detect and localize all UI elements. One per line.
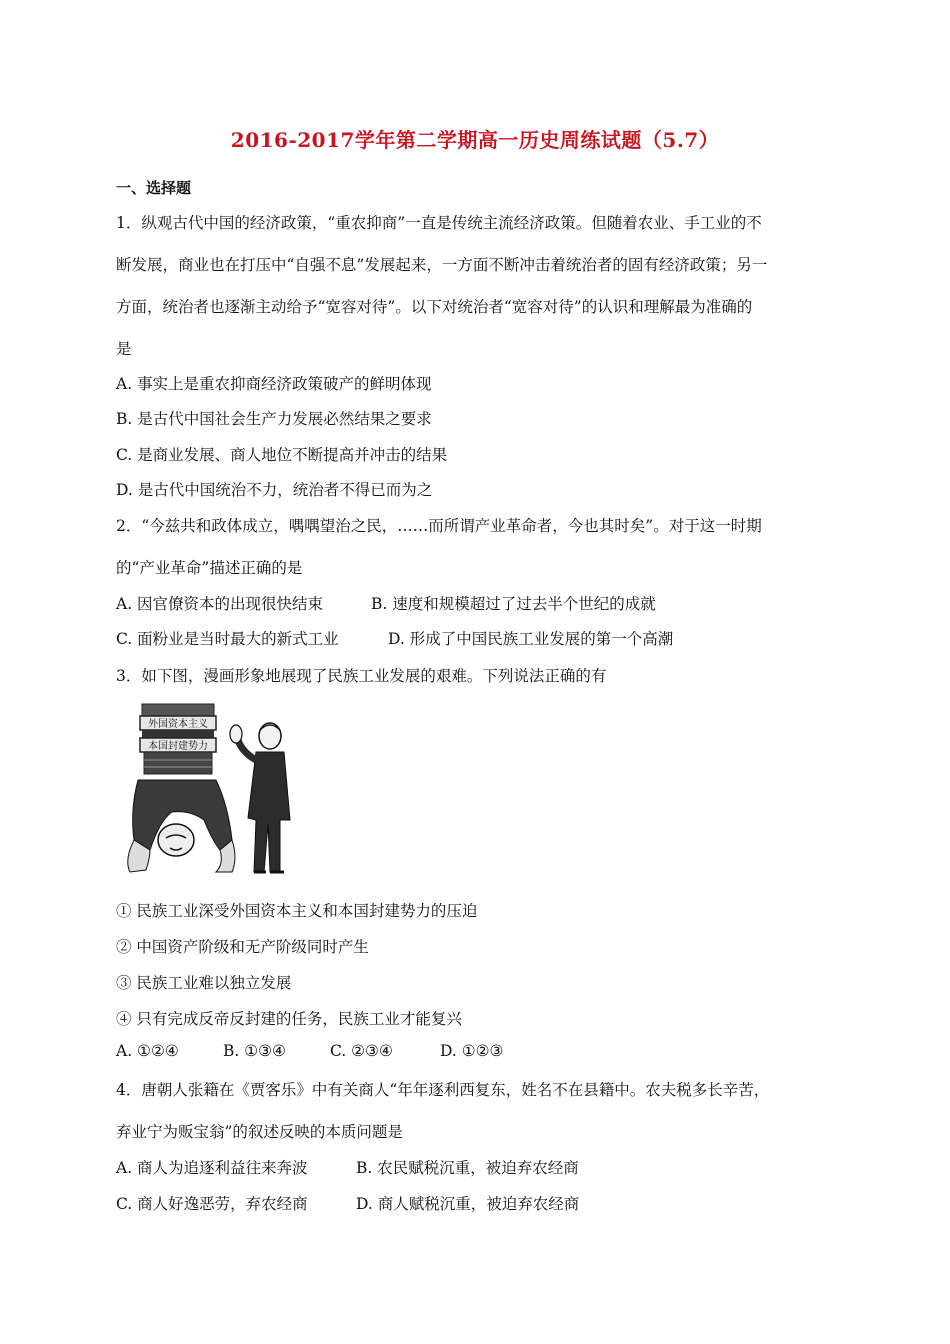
cartoon-image: [120, 700, 310, 880]
q4-options-row: [116, 1156, 579, 1178]
q2-option-a: A. 因官僚资本的出现很快结束: [116, 595, 324, 613]
q3-statement-4: ④ 只有完成反帝反封建的任务，民族工业才能复兴: [116, 1010, 462, 1028]
q2-option-c: C. 面粉业是当时最大的新式工业: [116, 630, 339, 648]
q1-stem-line: 断发展，商业也在打压中“自强不息”发展起来，一方面不断冲击着统治者的固有经济政策；另一: [116, 256, 768, 274]
q3-statement-2: ② 中国资产阶级和无产阶级同时产生: [116, 938, 369, 956]
q2-stem-line: 的“产业革命”描述正确的是: [116, 559, 303, 577]
q3-statement-3: ③ 民族工业难以独立发展: [116, 974, 292, 992]
q2-stem-line: 2．“今兹共和政体成立，喁喁望治之民，……而所谓产业革命者，今也其时矣”。对于这一时期: [116, 517, 762, 535]
cartoon-label-feudal-forces: 本国封建势力: [148, 741, 208, 752]
q4-stem-line: 4．唐朝人张籍在《贾客乐》中有关商人“年年逐利西复东，姓名不在县籍中。农夫税多长辛苦，: [116, 1081, 770, 1099]
q3-option-c: C. ②③④: [330, 1042, 393, 1060]
q1-option-d: D. 是古代中国统治不力，统治者不得已而为之: [116, 481, 433, 499]
page-title: 2016-2017学年第二学期高一历史周练试题（5.7）: [230, 128, 720, 152]
q4-option-a: A. 商人为追逐利益往来奔波: [116, 1159, 308, 1177]
section-heading: 一、选择题: [116, 179, 192, 197]
q4-option-b: B. 农民赋税沉重，被迫弃农经商: [356, 1159, 579, 1177]
q1-stem-line: 方面，统治者也逐渐主动给予“宽容对待”。以下对统治者“宽容对待”的认识和理解最为准确的: [116, 298, 753, 316]
cartoon-label-foreign-capitalism: 外国资本主义: [148, 719, 208, 730]
q2-option-b: B. 速度和规模超过了过去半个世纪的成就: [371, 595, 656, 613]
q4-option-c: C. 商人好逸恶劳，弃农经商: [116, 1195, 308, 1213]
q3-option-a: A. ①②④: [116, 1042, 179, 1060]
q4-stem-line: 弃业宁为贩宝翁”的叙述反映的本质问题是: [116, 1123, 403, 1141]
q1-option-c: C. 是商业发展、商人地位不断提高并冲击的结果: [116, 446, 448, 464]
q3-stem: 3．如下图，漫画形象地展现了民族工业发展的艰难。下列说法正确的有: [116, 667, 607, 685]
q2-options-row: [116, 592, 656, 614]
q3-option-b: B. ①③④: [223, 1042, 286, 1060]
q2-option-d: D. 形成了中国民族工业发展的第一个高潮: [388, 630, 674, 648]
q3-options-row: [116, 1042, 503, 1060]
q1-option-a: A. 事实上是重农抑商经济政策破产的鲜明体现: [116, 375, 432, 393]
q4-option-d: D. 商人赋税沉重，被迫弃农经商: [356, 1195, 580, 1213]
q1-stem-line: 1．纵观古代中国的经济政策，“重农抑商”一直是传统主流经济政策。但随着农业、手工业的不: [116, 214, 762, 232]
q1-option-b: B. 是古代中国社会生产力发展必然结果之要求: [116, 410, 432, 428]
q3-option-d: D. ①②③: [440, 1042, 504, 1060]
q3-statement-1: ① 民族工业深受外国资本主义和本国封建势力的压迫: [116, 902, 478, 920]
q2-options-row: [116, 627, 673, 649]
q1-stem-line: 是: [116, 340, 132, 358]
q4-options-row: [116, 1192, 579, 1214]
